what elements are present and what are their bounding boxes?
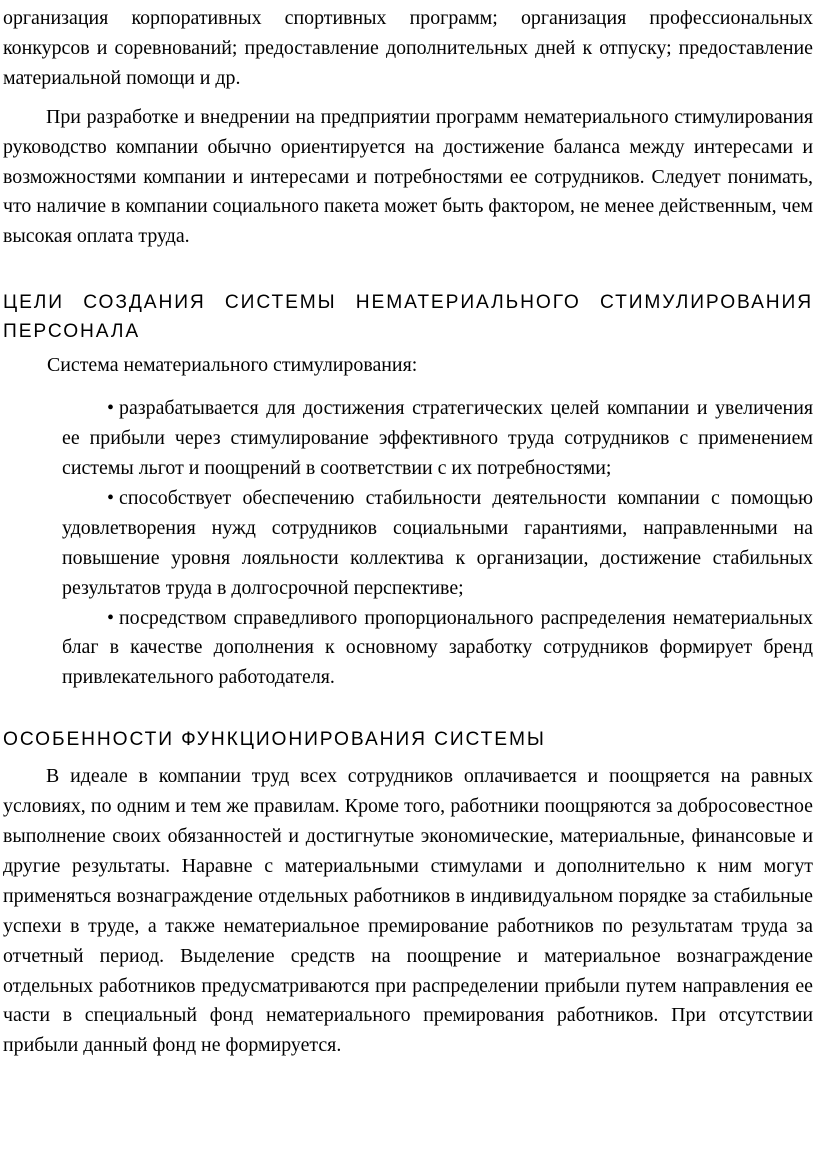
list-item [3,604,813,694]
paragraph-features: В идеале в компании труд всех сотрудников оплачивается и поощряется на равных условиях, по одним и тем же правилам. Кроме того, работники поощряются за добросовестное выполнение своих обязанностей и достигнутые экономические, материальные, финансовые и другие результаты. Наравне с материальными стимулами и дополнительно к ним могут применяться вознаграждение отдельных работников в индивидуальном порядке за стабильные успехи в труде, а также нематериальное премирование работников по результатам труда за отчетный период. Выделение средств на поощрение и материальное вознаграждение отдельных работников предусматриваются при распределении прибыли путем направления ее части в специальный фонд нематериального премирования работников. При отсутствии прибыли данный фонд не формируется. [3,765,813,1057]
system-intro: Система нематериального стимулирования: [47,354,418,377]
section-heading-goals: ЦЕЛИ СОЗДАНИЯ СИСТЕМЫ НЕМАТЕРИАЛЬНОГО СТИМУЛИРОВАНИЯ ПЕРСОНАЛА [3,292,813,343]
list-item-text: посредством справедливого пропорционального распределения нематериальных благ в качестве дополнения к основному заработку сотрудников формирует бренд привлекательного работодателя. [62,606,813,689]
bullet-icon: • [107,606,114,629]
paragraph-balance: При разработке и внедрении на предприятии программ нематериального стимулирования руководство компании обычно ориентируется на достижение баланса между интересами и возможностями компании и интересами и потребностями ее сотрудников. Следует понимать, что наличие в компании социального пакета может быть фактором, не менее действенным, чем высокая оплата труда. [3,105,813,248]
list-item [3,484,813,604]
list-item-text: разрабатывается для достижения стратегических целей компании и увеличения ее прибыли через стимулирование эффективного труда сотрудников с применением системы льгот и поощрений в соответствии с их потребностями; [62,397,813,479]
list-item-text: способствует обеспечению стабильности деятельности компании с помощью удовлетворения нужд сотрудников социальными гарантиями, направленными на повышение уровня лояльности коллектива к организации, достижение стабильных результатов труда в долгосрочной перспективе; [62,486,813,599]
goals-list [3,394,813,693]
document-page [0,4,816,1061]
section-heading-features: ОСОБЕННОСТИ ФУНКЦИОНИРОВАНИЯ СИСТЕМЫ [3,729,546,751]
bullet-icon: • [107,486,114,509]
bullet-icon: • [107,397,114,420]
list-item [3,394,813,484]
paragraph-continuation: организация корпоративных спортивных программ; организация профессиональных конкурсов и соревнований; предоставление дополнительных дней к отпуску; предоставление материальной помощи и др. [3,7,813,89]
